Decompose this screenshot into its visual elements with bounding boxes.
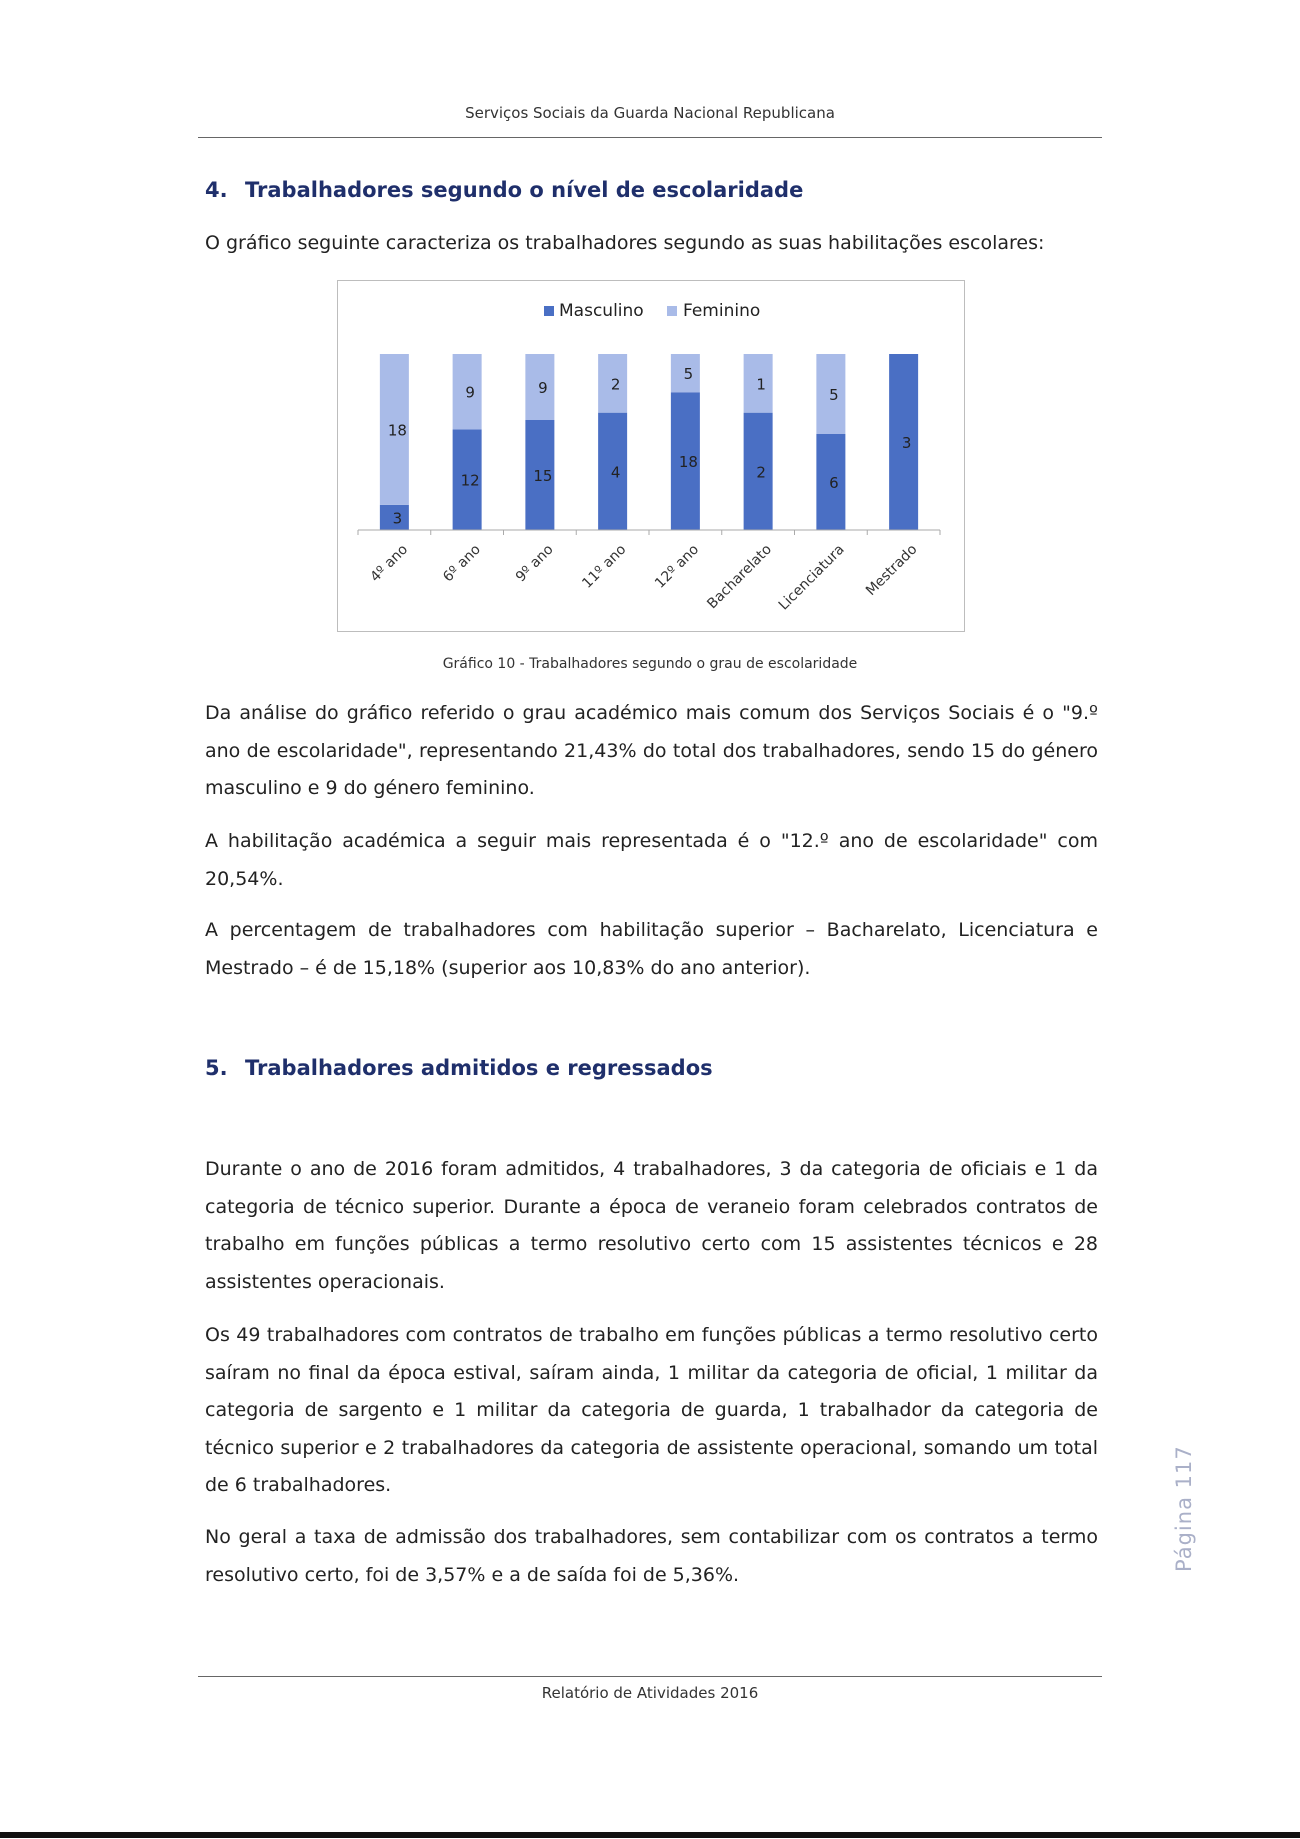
data-label-feminino: 5 bbox=[829, 386, 839, 404]
page-footer: Relatório de Atividades 2016 bbox=[541, 1684, 759, 1702]
section-4-paragraph-3: A percentagem de trabalhadores com habilitação superior – Bacharelato, Licenciatura e Mestrado – é de 15,18% (superior aos 10,83% do ano anterior). bbox=[205, 919, 1098, 979]
chart-container bbox=[337, 280, 965, 632]
header-divider bbox=[198, 137, 1102, 138]
scan-edge bbox=[0, 1832, 1300, 1838]
data-label-masculino: 12 bbox=[460, 471, 480, 490]
data-label-masculino: 15 bbox=[533, 467, 553, 485]
x-tick-label: Bacharelato bbox=[704, 541, 775, 613]
legend-swatch-masculino bbox=[544, 306, 554, 316]
x-tick-label: 11º ano bbox=[579, 541, 630, 592]
section-4-title: Trabalhadores segundo o nível de escolaridade bbox=[245, 178, 804, 202]
x-tick-label: Mestrado bbox=[862, 541, 921, 599]
data-label-feminino: 1 bbox=[756, 375, 766, 394]
data-label-masculino: 2 bbox=[756, 463, 766, 482]
legend-label-feminino: Feminino bbox=[683, 301, 761, 321]
data-label-masculino: 3 bbox=[392, 509, 403, 528]
data-label-masculino: 18 bbox=[678, 453, 698, 472]
x-tick-label: 9º ano bbox=[512, 541, 557, 586]
chart-caption: Gráfico 10 - Trabalhadores segundo o grau de escolaridade bbox=[442, 656, 858, 672]
chart-legend bbox=[544, 301, 760, 321]
section-5-paragraph-1: Durante o ano de 2016 foram admitidos, 4 trabalhadores, 3 da categoria de oficiais e 1 da categoria de técnico superior. Durante a época de veraneio foram celebrados contratos de trabalho em funções públicas a termo resolutivo certo com 15 assistentes técnicos e 28 assistentes operacionais. bbox=[205, 1158, 1098, 1293]
section-4-paragraph-2: A habilitação académica a seguir mais representada é o "12.º ano de escolaridade" com 20,54%. bbox=[205, 830, 1098, 890]
data-label-masculino: 4 bbox=[610, 463, 621, 482]
x-tick-label: 4º ano bbox=[367, 541, 412, 586]
section-4-heading bbox=[205, 178, 803, 202]
page-number-label: Página 117 bbox=[1172, 1445, 1196, 1572]
x-tick-label: 12º ano bbox=[652, 541, 703, 592]
data-label-feminino: 18 bbox=[387, 421, 407, 440]
education-chart bbox=[338, 281, 964, 631]
footer-divider bbox=[198, 1676, 1102, 1677]
section-5-paragraph-3: No geral a taxa de admissão dos trabalhadores, sem contabilizar com os contratos a termo resolutivo certo, foi de 3,57% e a de saída foi de 5,36%. bbox=[205, 1526, 1098, 1586]
section-5-number: 5. bbox=[205, 1056, 228, 1080]
section-4-number: 4. bbox=[205, 178, 228, 202]
page-header: Serviços Sociais da Guarda Nacional Republicana bbox=[465, 104, 835, 122]
x-tick-label: 6º ano bbox=[440, 541, 484, 586]
section-4-paragraph-1: Da análise do gráfico referido o grau académico mais comum dos Serviços Sociais é o "9.º ano de escolaridade", representando 21,43% do total dos trabalhadores, sendo 15 do género masculino e 9 do género feminino. bbox=[205, 702, 1098, 799]
section-4-intro: O gráfico seguinte caracteriza os trabalhadores segundo as suas habilitações escolares: bbox=[205, 232, 1045, 254]
section-5-paragraph-2: Os 49 trabalhadores com contratos de trabalho em funções públicas a termo resolutivo certo saíram no final da época estival, saíram ainda, 1 militar da categoria de oficial, 1 militar da categoria de sargento e 1 militar da categoria de guarda, 1 trabalhador da categoria de técnico superior e 2 trabalhadores da categoria de assistente operacional, somando um total de 6 trabalhadores. bbox=[205, 1324, 1098, 1496]
section-5-title: Trabalhadores admitidos e regressados bbox=[245, 1056, 713, 1080]
legend-label-masculino: Masculino bbox=[559, 301, 644, 321]
legend-swatch-feminino bbox=[667, 306, 677, 316]
data-label-masculino: 3 bbox=[901, 434, 912, 452]
x-tick-label: Licenciatura bbox=[775, 541, 848, 614]
data-label-feminino: 5 bbox=[683, 365, 694, 384]
data-label-feminino: 2 bbox=[610, 375, 621, 394]
data-label-feminino: 9 bbox=[538, 379, 548, 397]
data-label-masculino: 6 bbox=[829, 474, 839, 492]
data-label-feminino: 9 bbox=[465, 383, 475, 402]
section-5-heading bbox=[205, 1056, 713, 1080]
